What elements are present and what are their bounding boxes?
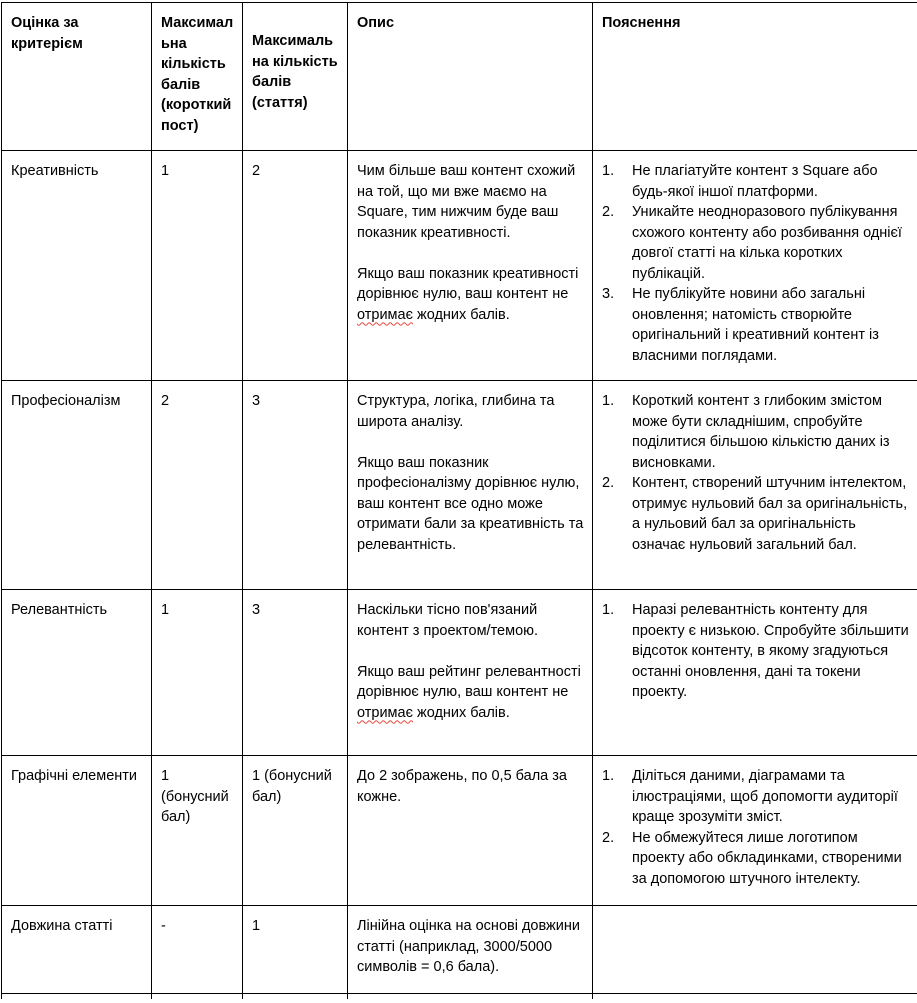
description-cell (348, 590, 593, 756)
next-row-sliver (2, 994, 917, 999)
description-paragraph: Якщо ваш показник креативності дорівнює нулю, ваш контент не отримає жодних балів. (357, 264, 586, 326)
header-description: Опис (348, 3, 593, 151)
explanation-item: Не публікуйте новини або загальні оновлення; натомість створюйте оригінальний і креативний контент із власними поглядами. (602, 284, 911, 366)
max-short-post-cell: 1 (152, 151, 243, 381)
explanation-item: Діліться даними, діаграмами та ілюстраціями, щоб допомогти аудиторії краще зрозуміти зміст. (602, 766, 911, 828)
row-graphic-elements (2, 756, 917, 906)
description-cell (348, 151, 593, 381)
description-paragraph: Наскільки тісно пов'язаний контент з проектом/темою. (357, 600, 586, 641)
header-criterion: Оцінка за критерієм (2, 3, 152, 151)
max-article-cell: 1 (243, 906, 348, 994)
description-paragraph: До 2 зображень, по 0,5 бала за кожне. (357, 766, 586, 807)
explanation-list (602, 600, 911, 703)
row-creativity (2, 151, 917, 381)
explanation-item: Контент, створений штучним інтелектом, отримує нульовий бал за оригінальність, а нульовий бал за оригінальність означає нульовий загальний бал. (602, 473, 911, 555)
description-cell (348, 906, 593, 994)
description-paragraph: Чим більше ваш контент схожий на той, що ми вже маємо на Square, тим нижчим буде ваш показник креативності. (357, 161, 586, 243)
criterion-cell: Креативність (2, 151, 152, 381)
explanation-cell (593, 381, 917, 590)
row-article-length (2, 906, 917, 994)
max-short-post-cell: - (152, 906, 243, 994)
description-paragraph: Структура, логіка, глибина та широта аналізу. (357, 391, 586, 432)
criterion-cell: Професіоналізм (2, 381, 152, 590)
explanation-list (602, 391, 911, 555)
explanation-item: Не обмежуйтеся лише логотипом проекту або обкладинками, створеними за допомогою штучного інтелекту. (602, 828, 911, 890)
explanation-cell (593, 756, 917, 906)
header-row (2, 3, 917, 151)
criterion-cell: Графічні елементи (2, 756, 152, 906)
explanation-item: Уникайте неодноразового публікування схожого контенту або розбивання однієї довгої статті на кілька коротких публікацій. (602, 202, 911, 284)
description-paragraph: Лінійна оцінка на основі довжини статті (наприклад, 3000/5000 символів = 0,6 бала). (357, 916, 586, 978)
criterion-cell: Довжина статті (2, 906, 152, 994)
explanation-list (602, 161, 911, 366)
explanation-list (602, 766, 911, 889)
explanation-cell (593, 151, 917, 381)
criterion-cell: Релевантність (2, 590, 152, 756)
max-short-post-cell: 2 (152, 381, 243, 590)
explanation-cell (593, 906, 917, 994)
max-short-post-cell: 1 (бонусний бал) (152, 756, 243, 906)
description-paragraph: Якщо ваш рейтинг релевантності дорівнює нулю, ваш контент не отримає жодних балів. (357, 662, 586, 724)
explanation-item: Короткий контент з глибоким змістом може бути складнішим, спробуйте поділитися більшою кількістю даних із висновками. (602, 391, 911, 473)
max-article-cell: 3 (243, 590, 348, 756)
row-professionalism (2, 381, 917, 590)
explanation-item: Не плагіатуйте контент з Square або будь-якої іншої платформи. (602, 161, 911, 202)
description-paragraph: Якщо ваш показник професіоналізму дорівнює нулю, ваш контент все одно може отримати бали за креативність та релевантність. (357, 453, 586, 556)
header-max-article: Максимальна кількість балів (стаття) (243, 3, 348, 151)
header-explanation: Пояснення (593, 3, 917, 151)
header-max-short-post: Максимальна кількість балів (короткий пост) (152, 3, 243, 151)
row-relevance (2, 590, 917, 756)
explanation-cell (593, 590, 917, 756)
max-article-cell: 1 (бонусний бал) (243, 756, 348, 906)
max-short-post-cell: 1 (152, 590, 243, 756)
scoring-criteria-table (1, 2, 917, 999)
max-article-cell: 3 (243, 381, 348, 590)
description-cell (348, 756, 593, 906)
explanation-item: Наразі релевантність контенту для проекту є низькою. Спробуйте збільшити відсоток контенту, в якому згадуються останні оновлення, дані та токени проекту. (602, 600, 911, 703)
max-article-cell: 2 (243, 151, 348, 381)
description-cell (348, 381, 593, 590)
